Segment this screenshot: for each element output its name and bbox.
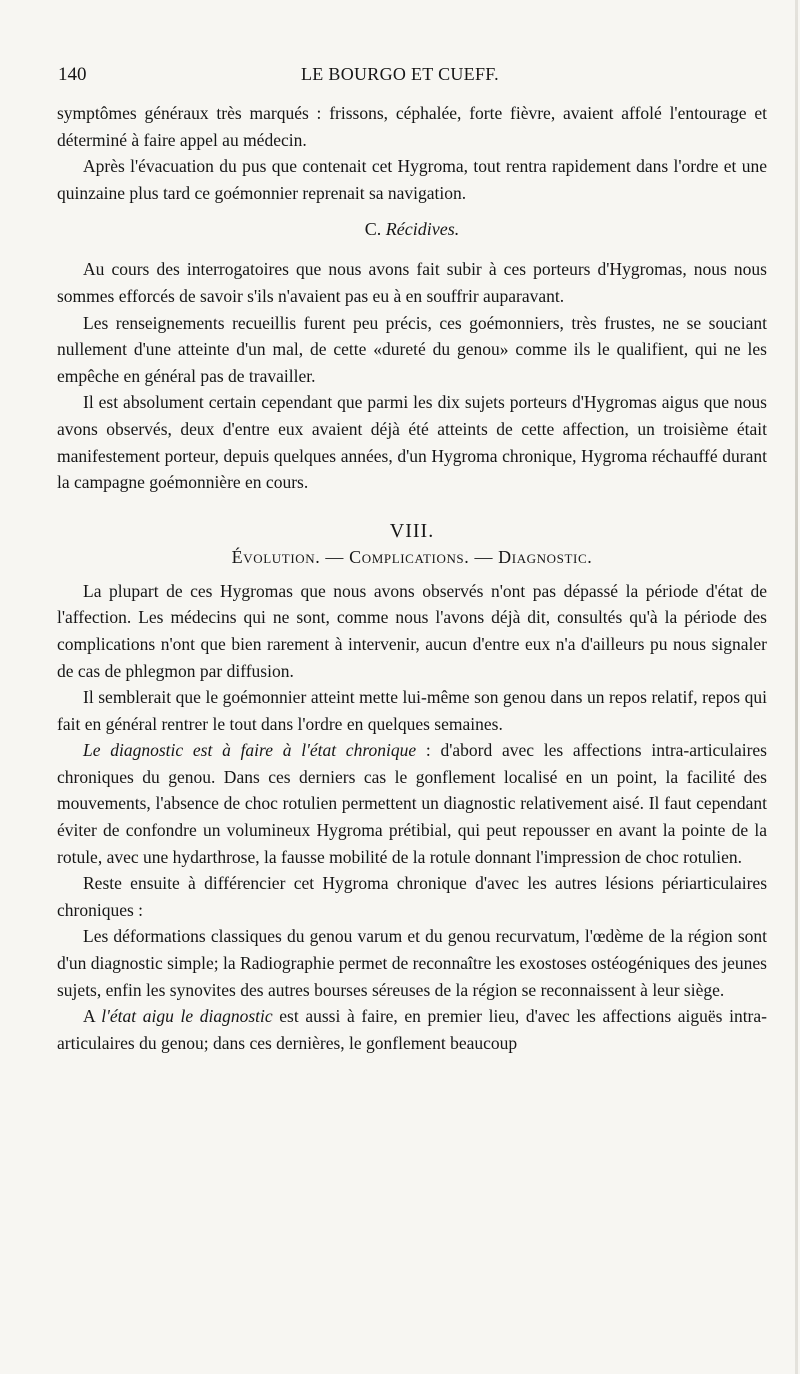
chapter-title: Évolution. — Complications. — Diagnostic. bbox=[231, 546, 593, 567]
subsection-title: Récidives. bbox=[385, 219, 460, 240]
running-title: LE BOURGO ET CUEFF. bbox=[301, 64, 499, 84]
page-number: 140 bbox=[58, 64, 87, 85]
paragraph: Au cours des interrogatoires que nous avons fait subir à ces porteurs d'Hygromas, nous nous sommes efforcés de savoir s'ils n'avaient pas eu à en souffrir auparavant. bbox=[57, 259, 767, 306]
paragraph bbox=[57, 737, 767, 870]
subsection-letter: C. bbox=[364, 219, 382, 240]
text-block bbox=[57, 100, 767, 1056]
paragraph: Les déformations classiques du genou varum et du genou recurvatum, l'œdème de la région sont d'un diagnostic simple; la Radiographie permet de reconnaître les exostoses ostéogéniques des jeunes sujets, enfin les synovites des autres bourses séreuses de la région se reconnaissent à leur siège. bbox=[57, 926, 767, 1000]
paragraph: Après l'évacuation du pus que contenait cet Hygroma, tout rentra rapidement dans l'ordre et une quinzaine plus tard ce goémonnier reprenait sa navigation. bbox=[57, 156, 767, 203]
subsection-heading bbox=[57, 216, 767, 242]
italic-lead: Le diagnostic est à faire à l'état chronique bbox=[83, 740, 417, 761]
paragraph: La plupart de ces Hygromas que nous avons observés n'ont pas dépassé la période d'état de l'affection. Les médecins qui ne sont, comme nous l'avons déjà dit, consultés qu'à la période des complications n'ont que bien rarement à intervenir, aucun d'entre eux n'a d'ailleurs pu nous signaler de cas de phlegmon par diffusion. bbox=[57, 580, 767, 681]
paragraph bbox=[57, 1003, 767, 1056]
paragraph: Il est absolument certain cependant que parmi les dix sujets porteurs d'Hygromas aigus que nous avons observés, deux d'entre eux avaient déjà été atteints de cette affection, un troisième était manifestement porteur, depuis quelques années, d'un Hygroma chronique, Hygroma réchauffé durant la campagne goémonnière en cours. bbox=[57, 392, 767, 493]
paragraph-text: : d'abord avec les affections intra-articulaires chroniques du genou. Dans ces derniers cas le gonflement localisé en un point, la facilité des mouvements, l'absence de choc rotulien permettent un diagnostic relativement aisé. Il faut cependant éviter de confondre un volumineux Hygroma prétibial, qui peut repousser en avant la pointe de la rotule, avec une hydarthrose, la fausse mobilité de la rotule donnant l'impression de choc rotulien. bbox=[57, 740, 767, 867]
paragraph: Reste ensuite à différencier cet Hygroma chronique d'avec les autres lésions périarticulaires chroniques : bbox=[57, 873, 767, 920]
paragraph-text: est aussi à faire, en premier lieu, d'avec les affections aiguës intra-articulaires du genou; dans ces dernières, le gonflement beaucoup bbox=[57, 1006, 767, 1053]
chapter-number: VIII. bbox=[389, 519, 435, 542]
italic-lead: l'état aigu le diagnostic bbox=[101, 1006, 273, 1027]
paragraph-continued: symptômes généraux très marqués : frissons, céphalée, forte fièvre, avaient affolé l'entourage et déterminé à faire appel au médecin. bbox=[57, 103, 767, 150]
paragraph: Il semblerait que le goémonnier atteint mette lui-même son genou dans un repos relatif, repos qui fait en général rentrer le tout dans l'ordre en quelques semaines. bbox=[57, 687, 767, 734]
paragraph-prefix: A bbox=[83, 1006, 102, 1027]
running-head bbox=[0, 64, 800, 90]
paragraph: Les renseignements recueillis furent peu précis, ces goémonniers, très frustes, ne se souciant nullement d'une atteinte d'un mal, de cette «dureté du genou» comme ils le qualifient, qui ne les empêche en général pas de travailler. bbox=[57, 312, 767, 386]
page-edge-shadow bbox=[795, 0, 798, 1374]
